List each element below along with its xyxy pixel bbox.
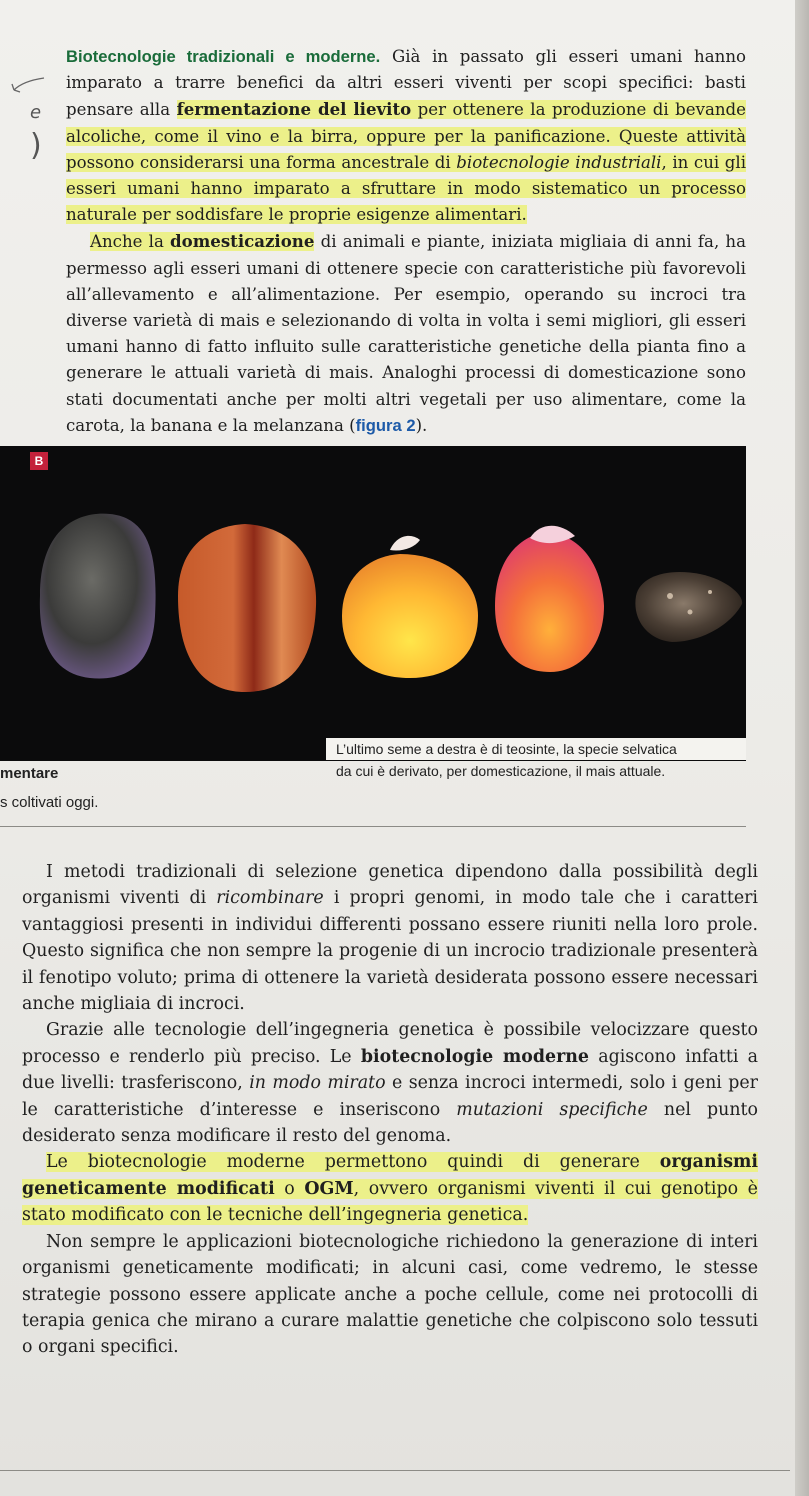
pencil-mark-paren: ) [30, 128, 42, 163]
seed-pink-orange [495, 532, 604, 672]
pencil-arrow-mark [6, 74, 46, 98]
seeds-illustration [0, 446, 746, 761]
figure-reference: figura 2 [355, 415, 416, 435]
page-edge-shadow [795, 0, 809, 1496]
seed-purple [40, 514, 156, 679]
paragraph-lead: Biotecnologie tradizionali e moderne. [66, 47, 381, 66]
paragraph-4: Grazie alle tecnologie dell’ingegneria genetica è possibile velocizzare questo processo e renderlo più preciso. Le biotecnologie moderne agiscono infatti a due livelli: trasferiscono, in modo mirato e senza incroci intermedi, solo i geni per le caratteristiche d’interesse e inseriscono mutazioni specifiche nel punto desiderato senza modificare il resto del genoma. [22, 1020, 759, 1147]
paragraph-2: Anche la domesticazione di animali e piante, iniziata migliaia di anni fa, ha permesso agli esseri umani di ottenere specie con caratteristiche più favorevoli all’allevamento e all’alimentazione. Per esempio, operando su incroci tra diverse varietà di mais e selezionando di volta in volta i semi migliori, gli esseri umani hanno di fatto influito sulle caratteristiche genetiche della pianta fino a generare le attuali varietà di mais. Analoghi processi di domesticazione sono stati documentati anche per molti altri vegetali per uso alimentare, come la carota, la banana e la melanzana (figura 2). [66, 231, 746, 435]
seed-red-striped [178, 524, 316, 692]
bottom-divider [0, 1470, 790, 1471]
section-divider [0, 826, 746, 827]
paragraph-1: Biotecnologie tradizionali e moderne. Già in passato gli esseri umani hanno imparato a trarre benefici da altri esseri viventi per scopi specifici: basti pensare alla fermentazione del lievito per ottenere la produzione di bevande alcoliche, come il vino e la birra, oppure per la panificazione. Queste attività possono considerarsi una forma ancestrale di biotecnologie industriali, in cui gli esseri umani hanno imparato a sfruttare in modo sistematico un processo naturale per soddisfare le proprie esigenze alimentari. [66, 47, 746, 225]
maize-seeds-photo [0, 446, 746, 761]
figure-caption [326, 738, 746, 782]
bottom-text [22, 859, 758, 1361]
cut-off-caption-fragment: s coltivati oggi. [0, 794, 99, 811]
top-text [66, 44, 746, 439]
seed-yellow [342, 554, 478, 678]
seed-teosinte [635, 572, 742, 642]
paragraph-3: I metodi tradizionali di selezione genetica dipendono dalla possibilità degli organismi viventi di ricombinare i propri genomi, in modo tale che i caratteri vantaggiosi presenti in individui differenti possano essere riuniti nella loro prole. Questo significa che non sempre la progenie di un incrocio tradizionale presenterà il fenotipo voluto; prima di ottenere la varietà desiderata possono essere necessari anche migliaia di incroci. [22, 862, 758, 1015]
paragraph-6: Non sempre le applicazioni biotecnologiche richiedono la generazione di interi organismi geneticamente modificati; in alcuni casi, come vedremo, le stesse strategie possono essere applicate anche a poche cellule, come nei protocolli di terapia genica che mirano a curare malattie genetiche che colpiscono solo tessuti o organi specifici. [22, 1231, 758, 1358]
figure-panel-label: B [30, 452, 48, 470]
paragraph-5: Le biotecnologie moderne permettono quindi di generare organismi geneticamente modificati o OGM, ovvero organismi viventi il cui genotipo è stato modificato con le tecniche dell’ingegneria genetica. [22, 1152, 758, 1226]
caption-line-2: da cui è derivato, per domesticazione, il mais attuale. [336, 763, 666, 779]
pencil-mark-e: e [30, 102, 42, 123]
cut-off-text-fragment: mentare [0, 765, 59, 782]
caption-line-1: L’ultimo seme a destra è di teosinte, la specie selvatica [326, 738, 746, 760]
